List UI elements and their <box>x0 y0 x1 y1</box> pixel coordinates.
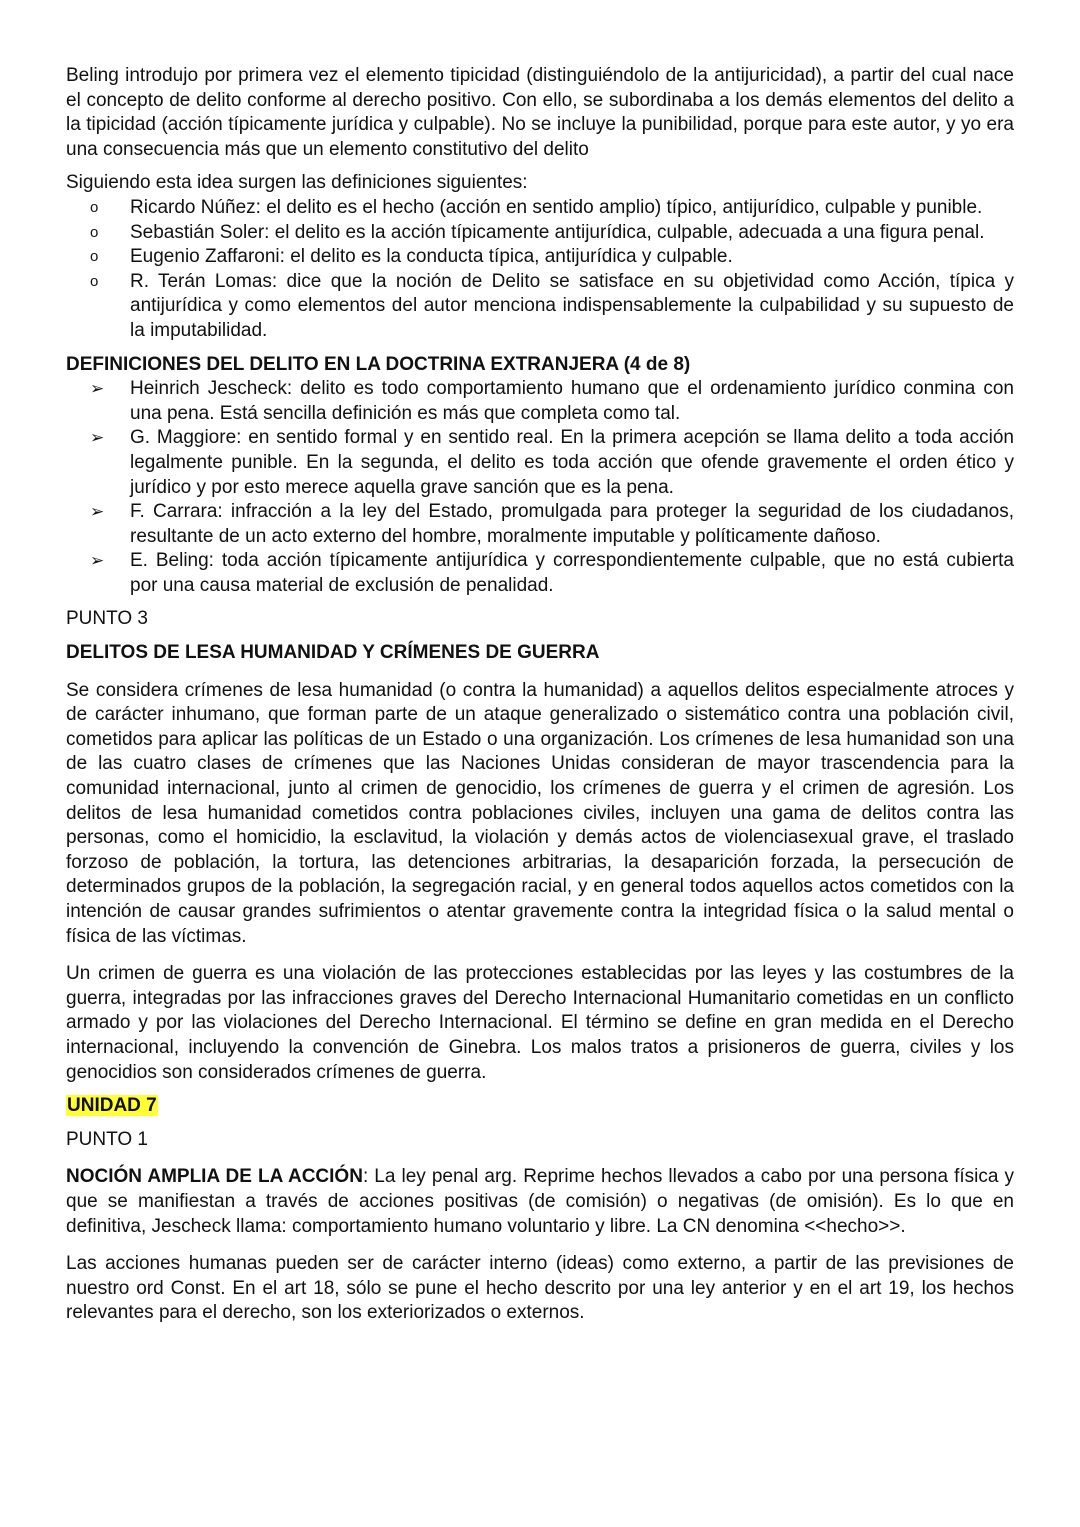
unidad-7-label-line <box>66 1094 1014 1119</box>
lesa-humanidad-heading: DELITOS DE LESA HUMANIDAD Y CRÍMENES DE GUERRA <box>66 642 600 664</box>
unidad-7-highlight: UNIDAD 7 <box>67 1095 157 1117</box>
list-item <box>66 377 1014 426</box>
nocion-accion-text: : La ley penal arg. Reprime hechos llevados a cabo por una persona física y que se manifiestan a través de acciones positivas (de comisión) o negativas (de omisión). Es lo que en definitiva, Jescheck llama: comportamiento humano voluntario y libre. La CN denomina <<hecho>>. <box>66 1166 1014 1237</box>
list-item-text: Ricardo Núñez: el delito es el hecho (acción en sentido amplio) típico, antijurídico, culpable y punible. <box>130 196 983 218</box>
intro-paragraph: Beling introdujo por primera vez el elemento tipicidad (distinguiéndolo de la antijuricidad), a partir del cual nace el concepto de delito conforme al derecho positivo. Con ello, se subordinaba a los demás elementos del delito a la tipicidad (acción típicamente jurídica y culpable). No se incluye la punibilidad, porque para este autor, y yo era una consecuencia más que un elemento constitutivo del delito <box>66 65 1014 160</box>
list-item-text: G. Maggiore: en sentido formal y en sentido real. En la primera acepción se llama delito a toda acción legalmente punible. En la segunda, el delito es toda acción que ofende gravemente el orden ético y jurídico y por esto merece aquella grave sanción que es la pena. <box>130 427 1014 498</box>
document-page <box>66 64 1014 1326</box>
list-item <box>66 426 1014 500</box>
circle-bullet-icon: o <box>90 272 99 290</box>
list-item-text: R. Terán Lomas: dice que la noción de Delito se satisface en su objetividad como Acción, típica y antijurídica y como elementos del autor menciona indispensablemente la culpabilidad y su supuesto de la imputabilidad. <box>130 270 1014 341</box>
list-item-text: Heinrich Jescheck: delito es todo comportamiento humano que el ordenamiento jurídico conmina con una pena. Está sencilla definición es más que completa como tal. <box>130 378 1014 424</box>
arrow-bullet-icon: ➢ <box>90 502 105 522</box>
circle-bullet-icon: o <box>90 223 99 241</box>
list-item-text: Eugenio Zaffaroni: el delito es la conducta típica, antijurídica y culpable. <box>130 246 733 268</box>
lesa-humanidad-paragraph: Se considera crímenes de lesa humanidad (o contra la humanidad) a aquellos delitos especialmente atroces y de carácter inhumano, que forman parte de un ataque generalizado o sistemático contra una población civil, cometidos para aplicar las políticas de un Estado o una organización. Los crímenes de lesa humanidad son una de las cuatro clases de crímenes que las Naciones Unidas consideran de mayor trascendencia para la comunidad internacional, junto al crimen de genocidio, los crímenes de guerra y el crimen de agresión. Los delitos de lesa humanidad cometidos contra poblaciones civiles, incluyen una gama de delitos contra las personas, como el homicidio, la esclavitud, la violación y demás actos de violenciasexual grave, el traslado forzoso de población, la tortura, las detenciones arbitrarias, la desaparición forzada, la persecución de determinados grupos de la población, la segregación racial, y en general todos aquellos actos cometidos con la intención de causar grandes sufrimientos o atentar gravemente contra la integridad física o la salud mental o física de las víctimas. <box>66 679 1014 947</box>
foreign-doctrine-heading: DEFINICIONES DEL DELITO EN LA DOCTRINA EXTRANJERA (4 de 8) <box>66 353 691 375</box>
arrow-bullet-icon: ➢ <box>90 379 105 399</box>
list-item-text: E. Beling: toda acción típicamente antijurídica y correspondientemente culpable, que no está cubierta por una causa material de exclusión de penalidad. <box>130 550 1014 596</box>
lead-line: Siguiendo esta idea surgen las definiciones siguientes: <box>66 172 528 194</box>
circle-bullet-icon: o <box>90 198 99 216</box>
arrow-bullet-icon: ➢ <box>90 428 105 448</box>
list-item <box>66 500 1014 549</box>
list-item <box>66 221 1014 246</box>
foreign-definitions-list <box>66 377 1014 598</box>
punto-3-label: PUNTO 3 <box>66 608 149 630</box>
final-paragraph: Las acciones humanas pueden ser de carácter interno (ideas) como externo, a partir de las previsiones de nuestro ord Const. En el art 18, sólo se pune el hecho descrito por una ley anterior y en el art 19, los hechos relevantes para el derecho, son los exteriorizados o externos. <box>66 1253 1014 1324</box>
punto-1-label: PUNTO 1 <box>66 1128 149 1150</box>
list-item-text: F. Carrara: infracción a la ley del Estado, promulgada para proteger la seguridad de los ciudadanos, resultante de un acto externo del hombre, moralmente imputable y políticamente dañoso. <box>130 501 1014 547</box>
circle-bullet-icon: o <box>90 248 99 266</box>
arrow-bullet-icon: ➢ <box>90 551 105 571</box>
list-item <box>66 270 1014 344</box>
national-definitions-list <box>66 196 1014 344</box>
nocion-accion-term: NOCIÓN AMPLIA DE LA ACCIÓN <box>66 1166 363 1188</box>
list-item-text: Sebastián Soler: el delito es la acción típicamente antijurídica, culpable, adecuada a una figura penal. <box>130 221 985 243</box>
list-item <box>66 549 1014 598</box>
list-item <box>66 245 1014 270</box>
crimen-guerra-paragraph: Un crimen de guerra es una violación de las protecciones establecidas por las leyes y las costumbres de la guerra, integradas por las infracciones graves del Derecho Internacional Humanitario cometidas en un conflicto armado y por las violaciones del Derecho Internacional. El término se define en gran medida en el Derecho internacional, incluyendo la convención de Ginebra. Los malos tratos a prisioneros de guerra, civiles y los genocidios son considerados crímenes de guerra. <box>66 963 1014 1083</box>
nocion-accion-paragraph <box>66 1165 1014 1239</box>
list-item <box>66 196 1014 221</box>
